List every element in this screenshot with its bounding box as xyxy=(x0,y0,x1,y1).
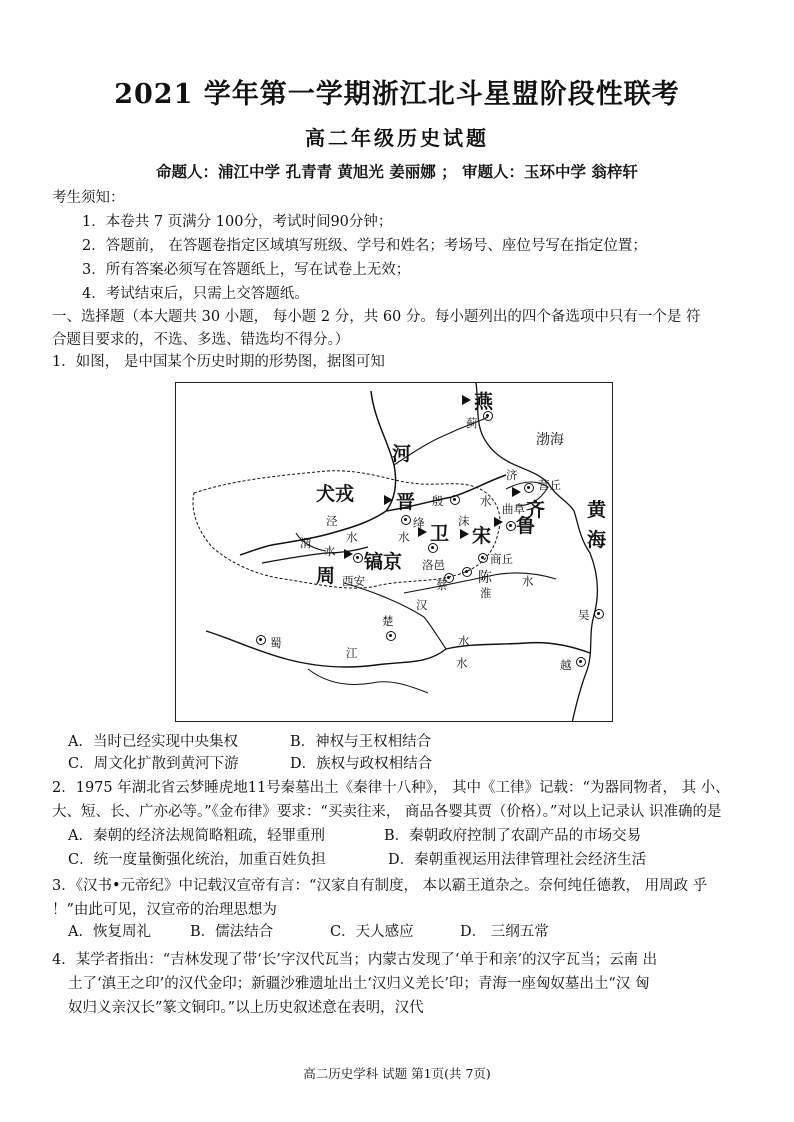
capital-marker-chen xyxy=(462,567,472,577)
capital-marker-yue xyxy=(576,657,586,667)
state-wei-label: 卫 xyxy=(430,523,450,545)
capital-marker-ji xyxy=(483,411,493,421)
q3-option-d: D． 三纲五常 xyxy=(460,924,549,940)
q3-option-a: A．恢复周礼 xyxy=(68,924,151,940)
section-heading-line1: 一、选择题（本大题共 30 小题， 每小题 2 分，共 60 分。每小题列出的四个备选项中只有一个是 符 xyxy=(52,309,701,325)
state-zhou-label: 周 xyxy=(316,565,336,587)
state-marker-wei xyxy=(418,527,427,537)
capital-marker-wu xyxy=(594,609,604,619)
state-marker-jin xyxy=(384,495,393,505)
yangtze-south xyxy=(308,669,428,693)
q2-option-a: A．秦朝的经济法规简略粗疏，轻罪重刑 xyxy=(68,828,325,844)
state-yan-label: 燕 xyxy=(474,391,494,413)
notice-item-3: 3．所有答案必须写在答题纸上，写在试卷上无效； xyxy=(82,262,411,278)
place-chu: 楚 xyxy=(382,614,394,628)
notice-item-4: 4．考试结束后，只需上交答题纸。 xyxy=(82,286,309,302)
river-huai-label: 淮 xyxy=(480,586,492,600)
place-luoyi: 洛邑 xyxy=(422,558,445,572)
question-1-stem: 1．如图， 是中国某个历史时期的形势图，据图可知 xyxy=(52,354,385,370)
exam-title: 2021 学年第一学期浙江北斗星盟阶段性联考 xyxy=(114,79,680,110)
q2-option-b: B．秦朝政府控制了农副产品的市场交易 xyxy=(384,828,642,844)
capital-marker-jiang xyxy=(401,515,411,525)
river-ji-label: 济 xyxy=(506,468,518,482)
capital-marker-shu xyxy=(256,635,266,645)
river-han-label: 汉 xyxy=(416,598,428,612)
sea-hai: 海 xyxy=(587,529,607,551)
capital-haojing-label: 镐京 xyxy=(364,551,403,573)
q2-option-d: D．秦朝重视运用法律管理社会经济生活 xyxy=(388,852,647,868)
state-marker-yan xyxy=(462,395,471,405)
q3-option-c: C．天人感应 xyxy=(330,924,414,940)
state-marker-song xyxy=(460,529,469,539)
place-chen: 陈 xyxy=(478,570,492,586)
capital-marker-chu xyxy=(386,631,396,641)
capital-marker-yingqiu xyxy=(524,483,534,493)
state-marker-lu xyxy=(494,517,503,527)
capital-marker-luoyi xyxy=(428,543,438,553)
river-huai-water: 水 xyxy=(522,574,534,588)
capital-marker-arrow-haojing xyxy=(344,549,353,559)
river-wei-label: 渭 xyxy=(300,536,312,550)
q3-option-b: B．儒法结合 xyxy=(190,924,274,940)
river-han-water: 水 xyxy=(458,634,470,648)
state-jin-label: 晋 xyxy=(396,491,416,513)
notice-item-2: 2．答题前， 在答题卷指定区域填写班级、学号和姓名；考场号、座位号写在指定位置； xyxy=(82,238,647,254)
river-he-label: 河 xyxy=(392,443,412,465)
q1-option-c: C．周文化扩散到黄河下游 xyxy=(68,756,239,772)
han-river xyxy=(344,583,446,649)
sea-bohai: 渤海 xyxy=(536,432,564,448)
river-jiang-label: 江 xyxy=(346,646,358,660)
capital-marker-qufu xyxy=(506,521,516,531)
place-cai: 蔡 xyxy=(436,578,448,592)
q4-stem-line1: 4．某学者指出：“吉林发现了带‘长’字汉代瓦当；内蒙古发现了‘单于和亲’的汉字瓦当；云南 出 xyxy=(52,952,658,968)
q4-stem-line3: 奴归义亲汉长”篆文铜印。”以上历史叙述意在表明，汉代 xyxy=(68,1000,424,1016)
place-shu: 蜀 xyxy=(270,636,282,650)
sea-huang: 黄 xyxy=(587,499,607,521)
notice-heading: 考生须知： xyxy=(52,190,125,206)
notice-item-1: 1．本卷共 7 页满分 100分，考试时间90分钟； xyxy=(82,214,393,230)
page-footer: 高二历史学科 试题 第1页(共 7页) xyxy=(303,1066,491,1081)
q3-stem-line1: 3．《汉书•元帝纪》中记载汉宣帝有言：“汉家自有制度， 本以霸王道杂之。奈何纯任德教， 用周政 乎 xyxy=(52,878,708,894)
place-mo: 沫 xyxy=(458,514,470,528)
place-ji: 蓟 xyxy=(466,416,478,430)
river-wei-water: 水 xyxy=(324,544,336,558)
river-ji-water: 水 xyxy=(480,494,492,508)
historical-map xyxy=(175,382,613,722)
place-wu: 吴 xyxy=(578,608,590,622)
state-qi-label: 齐 xyxy=(526,499,546,521)
capital-marker-haojing xyxy=(353,553,363,563)
q1-option-a: A．当时已经实现中央集权 xyxy=(68,734,238,750)
exam-subtitle: 高二年级历史试题 xyxy=(305,126,489,150)
place-yue: 越 xyxy=(560,658,572,672)
exam-authors: 命题人：浦江中学 孔青青 黄旭光 姜丽娜 ； 审题人：玉环中学 翁梓轩 xyxy=(156,162,638,181)
q2-stem-line2: 大、短、长、广亦必等。”《金布律》要求：“买卖往来， 商品各婴其贾（价格）。”对以上记录认 识准确的是 xyxy=(52,804,722,820)
q2-stem-line1: 2．1975 年湖北省云梦睡虎地11号秦墓出土《秦律十八种》， 其中《工律》记载：“为器同物者， 其 小、 xyxy=(52,780,730,796)
people-quanrong: 犬戎 xyxy=(316,483,355,505)
place-jiang: 绛 xyxy=(413,516,425,530)
q1-option-b: B．神权与王权相结合 xyxy=(290,734,432,750)
state-marker-qi xyxy=(512,487,521,497)
capital-marker-shangqiu xyxy=(478,553,488,563)
state-lu-label: 鲁 xyxy=(516,515,536,537)
capital-marker-yin xyxy=(450,495,460,505)
q4-stem-line2: 土了‘滇王之印’的汉代金印；新疆沙雅遗址出土‘汉归义羌长’印；青海一座匈奴墓出土“汉 匈 xyxy=(68,976,650,992)
river-yellow-water: 水 xyxy=(398,530,410,544)
state-song-label: 宋 xyxy=(472,525,492,547)
section-heading-line2: 合题目要求的，不选、多选、错选均不得分。） xyxy=(52,332,350,348)
place-yin: 殷 xyxy=(432,494,444,508)
place-yingqiu: 营丘 xyxy=(538,478,561,492)
place-qufu: 曲阜 xyxy=(502,502,525,516)
place-xian: 西安 xyxy=(342,574,365,588)
q1-option-d: D．族权与政权相结合 xyxy=(290,756,433,772)
river-jing-label: 泾 xyxy=(326,514,338,528)
q2-option-c: C．统一度量衡强化统治，加重百姓负担 xyxy=(68,852,326,868)
place-shangqiu: 商丘 xyxy=(490,552,513,566)
river-jing-water: 水 xyxy=(346,530,358,544)
q3-stem-line2: ！”由此可见，汉宣帝的治理思想为 xyxy=(52,902,277,918)
river-jiang-water: 水 xyxy=(456,656,468,670)
